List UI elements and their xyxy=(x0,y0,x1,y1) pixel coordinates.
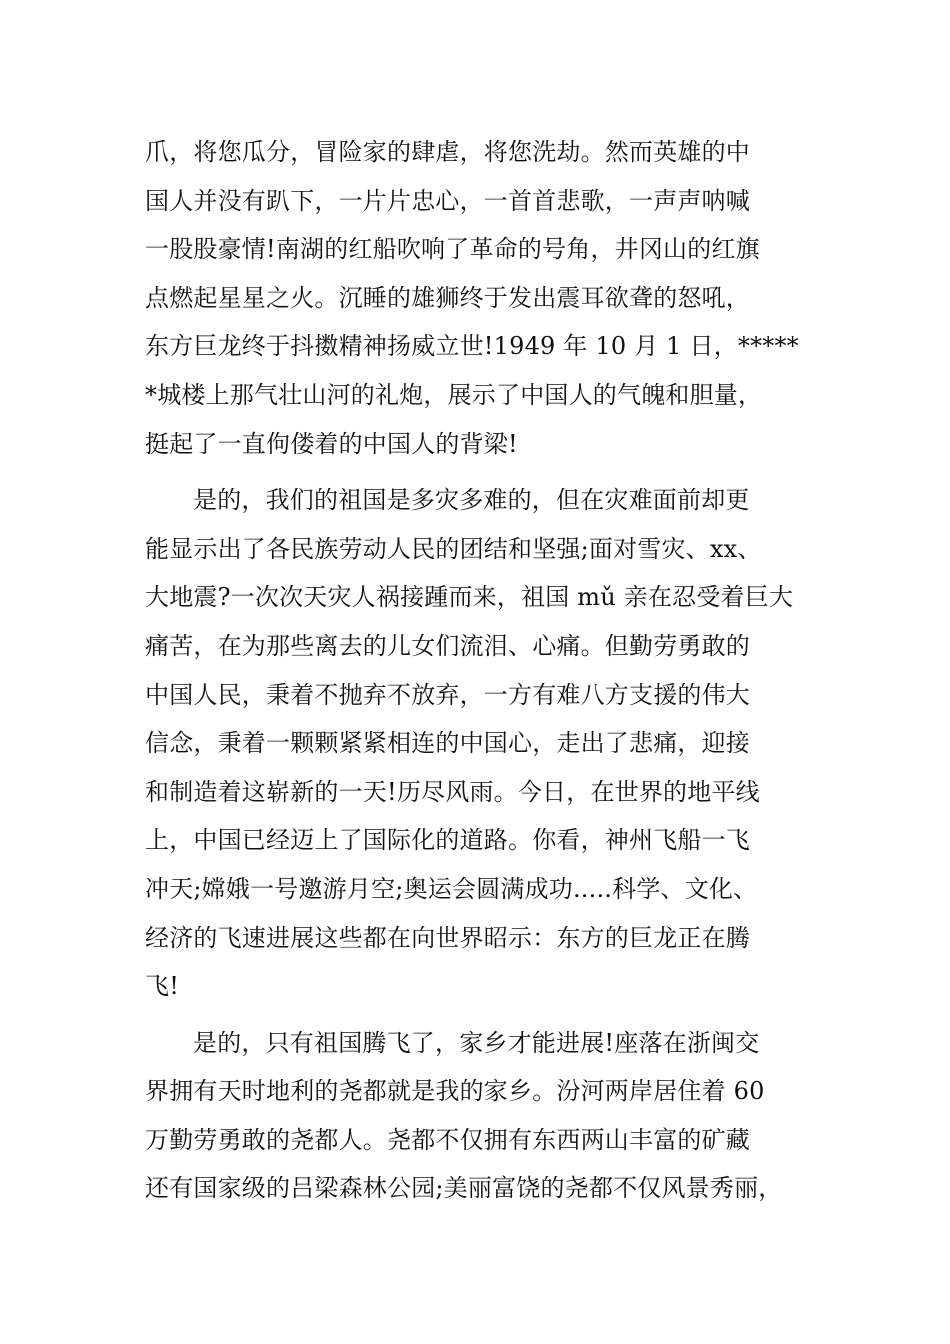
text-line: 万勤劳勇敢的尧都人。尧都不仅拥有东西两山丰富的矿藏 xyxy=(145,1125,750,1154)
text-line: 东方巨龙终于抖擞精神扬威立世!1949 年 10 月 1 日，***** xyxy=(145,332,799,361)
paragraph-3 xyxy=(145,1019,825,1213)
text-line: 一股股豪情!南湖的红船吹响了革命的号角，井冈山的红旗 xyxy=(145,235,760,264)
text-line: 还有国家级的吕梁森林公园;美丽富饶的尧都不仅风景秀丽， xyxy=(145,1174,783,1203)
text-line: 点燃起星星之火。沉睡的雄狮终于发出震耳欲聋的怒吼， xyxy=(145,283,750,312)
text-line: 是的，只有祖国腾飞了，家乡才能进展!座落在浙闽交 xyxy=(193,1028,760,1057)
document-body xyxy=(145,128,825,1213)
text-line: *城楼上那气壮山河的礼炮，展示了中国人的气魄和胆量， xyxy=(145,380,763,409)
text-line: 痛苦，在为那些离去的儿女们流泪、心痛。但勤劳勇敢的 xyxy=(145,631,750,660)
text-line: 冲天;嫦娥一号邀游月空;奥运会圆满成功.....科学、文化、 xyxy=(145,874,758,903)
paragraph-gap xyxy=(145,468,825,476)
paragraph-2 xyxy=(145,476,825,1011)
paragraph-1 xyxy=(145,128,825,468)
text-line: 界拥有天时地利的尧都就是我的家乡。汾河两岸居住着 60 xyxy=(145,1077,765,1106)
paragraph-gap xyxy=(145,1011,825,1019)
text-line: 能显示出了各民族劳动人民的团结和坚强;面对雪灾、xx、 xyxy=(145,534,762,563)
text-line: 上，中国已经迈上了国际化的道路。你看，神州飞船一飞 xyxy=(145,826,750,855)
text-line: 飞! xyxy=(145,972,180,1001)
text-line: 是的，我们的祖国是多灾多难的，但在灾难面前却更 xyxy=(193,486,750,515)
text-line: 信念，秉着一颗颗紧紧相连的中国心，走出了悲痛，迎接 xyxy=(145,729,750,758)
text-line: 经济的飞速进展这些都在向世界昭示：东方的巨龙正在腾 xyxy=(145,923,750,952)
text-line: 爪，将您瓜分，冒险家的肆虐，将您洗劫。然而英雄的中 xyxy=(145,138,750,166)
text-line: 国人并没有趴下，一片片忠心，一首首悲歌，一声声呐喊 xyxy=(145,186,750,215)
text-line: 中国人民，秉着不抛弃不放弃，一方有难八方支援的伟大 xyxy=(145,680,750,709)
text-line: 挺起了一直佝偻着的中国人的背梁! xyxy=(145,429,518,458)
text-line: 大地震?一次次天灾人祸接踵而来，祖国 mǔ 亲在忍受着巨大 xyxy=(145,583,794,612)
text-line: 和制造着这崭新的一天!历尽风雨。今日，在世界的地平线 xyxy=(145,777,760,806)
